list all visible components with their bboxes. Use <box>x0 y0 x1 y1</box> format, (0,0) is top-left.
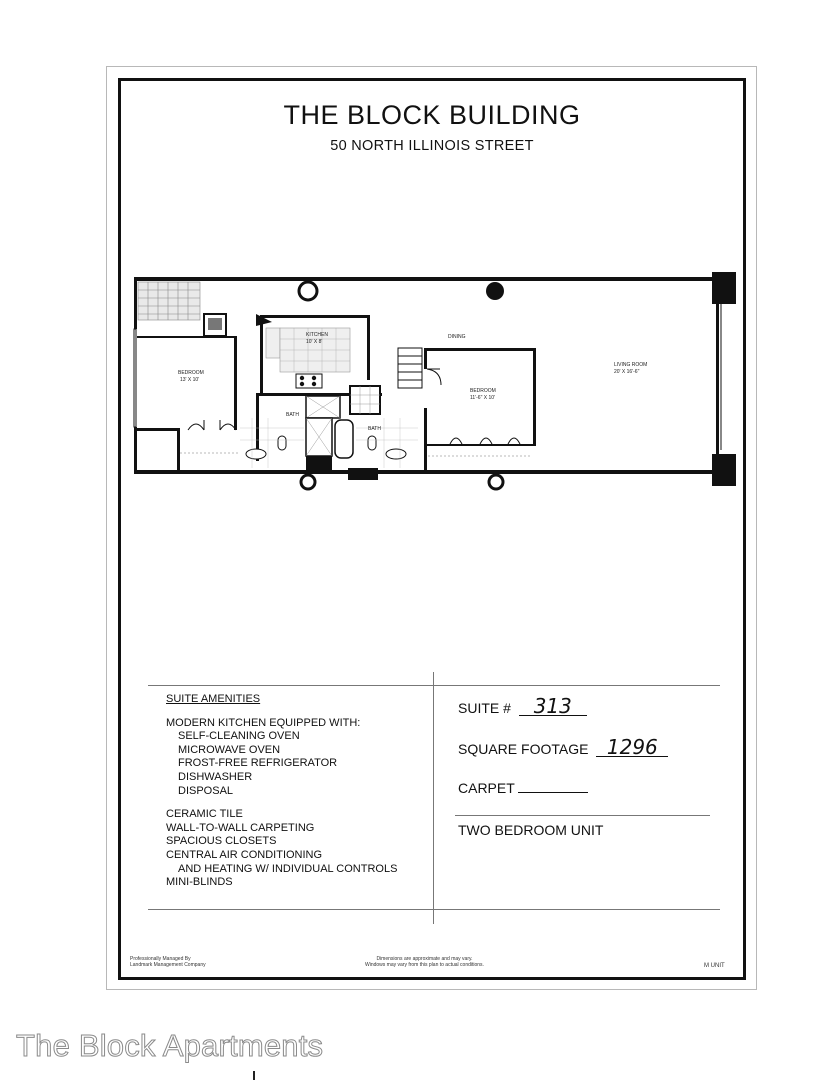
management-credit: Professionally Managed By Landmark Management Company <box>130 956 206 968</box>
carpet-rule <box>455 815 710 816</box>
pier-bottom-right <box>712 454 736 486</box>
label-bedroom-left-size: 13' X 10' <box>180 377 200 383</box>
label-bedroom-left: BEDROOM <box>178 370 204 376</box>
suite-number-row <box>458 694 587 718</box>
label-dining: DINING <box>448 334 466 340</box>
label-bedroom-right-size: 11'-6" X 10' <box>470 395 495 401</box>
label-bath-2: BATH <box>368 426 381 432</box>
building-title: THE BLOCK BUILDING <box>283 100 581 130</box>
label-living-room: LIVING ROOM <box>614 362 648 368</box>
info-bottom-rule <box>148 909 720 910</box>
amenity-item: FROST-FREE REFRIGERATOR <box>178 757 338 770</box>
info-top-rule <box>148 685 720 686</box>
sqft-value: 1296 <box>596 738 668 757</box>
amenity-item: DISPOSAL <box>178 784 234 797</box>
label-kitchen-size: 10' X 8' <box>306 339 323 345</box>
amenity-item: WALL-TO-WALL CARPETING <box>166 821 315 834</box>
amenity-item: CENTRAL AIR CONDITIONING <box>166 848 323 861</box>
sqft-label: SQUARE FOOTAGE <box>458 741 589 757</box>
amenity-item: AND HEATING W/ INDIVIDUAL CONTROLS <box>178 862 398 875</box>
label-bedroom-right: BEDROOM <box>470 388 496 394</box>
amenity-item: CERAMIC TILE <box>166 808 243 821</box>
floor-plan <box>128 268 748 500</box>
label-living-room-size: 20' X 16'-6" <box>614 369 640 375</box>
suite-number-value: 313 <box>519 697 587 716</box>
watermark-text: The Block Apartments <box>16 1028 324 1063</box>
amenity-item: MINI-BLINDS <box>166 876 233 889</box>
carpet-blank <box>518 780 588 793</box>
unit-type: TWO BEDROOM UNIT <box>458 822 604 838</box>
carpet-row <box>458 780 588 796</box>
square-footage-row <box>458 735 668 759</box>
amenity-item: MICROWAVE OVEN <box>178 743 281 756</box>
label-bath-1: BATH <box>286 412 299 418</box>
carpet-label: CARPET <box>458 780 515 796</box>
amenity-item: DISHWASHER <box>178 770 253 783</box>
suite-label: SUITE # <box>458 700 511 716</box>
unit-code: M UNIT <box>704 963 725 969</box>
amenity-item: SPACIOUS CLOSETS <box>166 835 277 848</box>
label-kitchen: KITCHEN <box>306 332 328 338</box>
building-address: 50 NORTH ILLINOIS STREET <box>330 138 534 154</box>
info-divider <box>433 672 434 924</box>
kitchen-heading: MODERN KITCHEN EQUIPPED WITH: <box>166 716 361 729</box>
suite-amenities <box>166 693 397 890</box>
amenity-item: SELF-CLEANING OVEN <box>178 730 300 743</box>
dimensions-disclaimer: Dimensions are approximate and may vary. Windows may vary from this plan to actual conditions. <box>365 956 484 968</box>
scan-mark <box>253 1071 255 1080</box>
pier-top-right <box>712 272 736 304</box>
amenities-title: SUITE AMENITIES <box>166 693 261 705</box>
